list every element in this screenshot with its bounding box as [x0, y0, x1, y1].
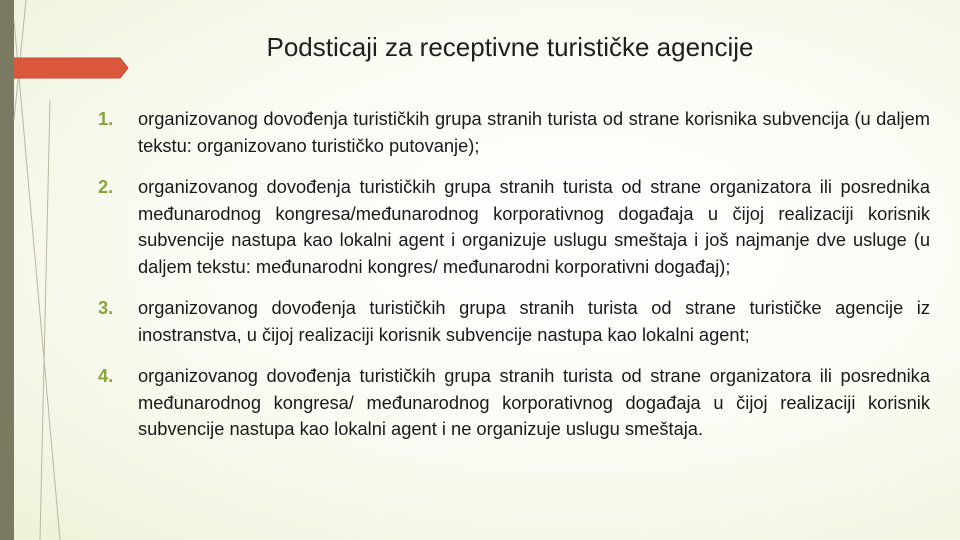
subsidy-list	[98, 106, 930, 458]
list-item-number: 3.	[98, 297, 114, 318]
slide-title: Podsticaji za receptivne turističke agencije	[266, 32, 754, 62]
list-item-number: 1.	[98, 108, 114, 129]
list-item-text: organizovanog dovođenja turističkih grupa stranih turista od strane organizatora ili posrednika međunarodnog kongresa/međunarodnog korporativnog događaja u čijoj realizaciji korisnik subvencije nastupa kao lokalni agent i organizuje uslugu smeštaja i još najmanje dve usluge (u daljem tekstu: međunarodni kongres/ međunarodni korporativni događaj);	[138, 176, 930, 277]
list-item	[98, 174, 930, 280]
list-item	[98, 363, 930, 443]
list-item-text: organizovanog dovođenja turističkih grupa stranih turista od strane organizatora ili posrednika međunarodnog kongresa/ međunarodnog korporativnog događaja u čijoj realizaciji korisnik subvencije nastupa kao lokalni agent i ne organizuje uslugu smeštaja.	[138, 365, 930, 439]
list-item-number: 2.	[98, 176, 114, 197]
list-item-text: organizovanog dovođenja turističkih grupa stranih turista od strane korisnika subvencija (u daljem tekstu: organizovano turističko putovanje);	[138, 108, 930, 156]
list-item-text: organizovanog dovođenja turističkih grupa stranih turista od strane turističke agencije iz inostranstva, u čijoj realizaciji korisnik subvencije nastupa kao lokalni agent;	[138, 297, 930, 345]
list-item-number: 4.	[98, 365, 114, 386]
list-item	[98, 106, 930, 159]
list-item	[98, 295, 930, 348]
